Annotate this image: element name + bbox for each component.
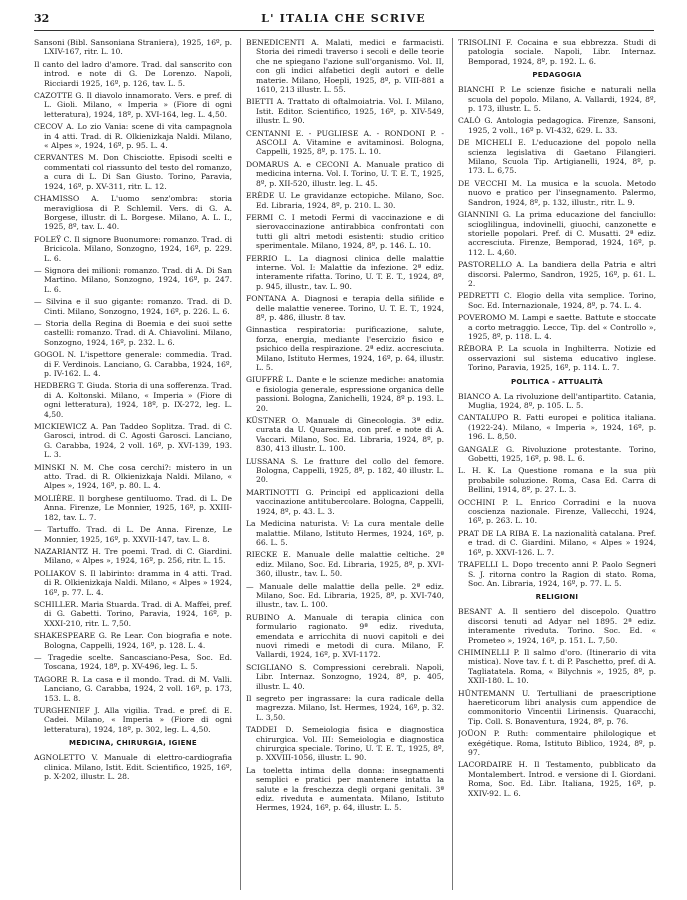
bibliography-entry: OCCHINI P. L. Enrico Corradini e la nuova coscienza nazionale. Firenze, Vallecchi, 1924, 16º, p. 263. L. 10. bbox=[458, 497, 656, 526]
bibliography-entry: BIETTI A. Trattato di oftalmoiatria. Vol. I. Milano, Istit. Editor. Scientifico, 1925, 16º, p. XIV-549, illustr. L. 90. bbox=[246, 97, 444, 126]
bibliography-entry: GIUFFRÈ L. Dante e le scienze mediche: anatomia e fisiologia generale, espressione organica delle passioni. Bologna, Zanichelli, 1924, 8º p. 193. L. 20. bbox=[246, 375, 444, 413]
section-heading: PEDAGOGIA bbox=[532, 71, 582, 80]
bibliography-entry: CALÒ G. Antologia pedagogica. Firenze, Sansoni, 1925, 2 voll., 16º p. VI-432, 629. L. 33. bbox=[458, 116, 656, 135]
bibliography-entry: JOÜON P. Ruth: commentaire philologique et exégétique. Roma, Istituto Biblico, 1924, 8º, p. 97. bbox=[458, 729, 656, 757]
bibliography-entry: CERVANTES M. Don Chisciotte. Episodi scelti e commentati col riassunto del testo del romanzo, a cura di L. Di San Giusto. Torino, Paravia, 1924, 16º, p. XV-311, ritr. L. 12. bbox=[34, 153, 232, 191]
bibliography-entry: FOLEŸ C. Il signore Buonumore: romanzo. Trad. di Bricicola. Milano, Sonzogno, 1924, 16º, p. 229. L. 6. bbox=[34, 234, 232, 263]
bibliography-entry: LACORDAIRE H. Il Testamento, pubblicato da Montalembert. Introd. e versione di I. Giordani. Roma, Soc. Ed. Libr. Italiana, 1925, 16º, p. XXIV-92. L. 6. bbox=[458, 760, 656, 798]
bibliography-entry: MICKIEWICZ A. Pan Taddeo Soplitza. Trad. di C. Garosci, introd. di C. Agosti Garosci. Lanciano, G. Carabba, 1924, 2 voll. 16º, p. XVI-139, 193. L. 3. bbox=[34, 422, 232, 460]
bibliography-entry: HEDBERG T. Giuda. Storia di una sofferenza. Trad. di A. Koltonski. Milano, « Imperia » (Fiore di ogni letteratura), 1924, 18º, p. IX-272, leg. L. 4,50. bbox=[34, 381, 232, 419]
bibliography-entry: — Silvina e il suo gigante: romanzo. Trad. di D. Cinti. Milano, Sonzogno, 1924, 16º, p. 226. L. 6. bbox=[34, 297, 232, 316]
bibliography-entry: CANTALUPO R. Fatti europei e politica italiana. (1922-24). Milano, « Imperia », 1924, 16º, p. 196. L. 8,50. bbox=[458, 413, 656, 442]
bibliography-entry: POLIAKOV S. Il labirinto: dramma in 4 atti. Trad. di R. Olkienizkaja Naldi. Milano, « Alpes » 1924, 16º, p. 77. L. 4. bbox=[34, 568, 232, 597]
bibliography-entry: Il segreto per ingrassare: la cura radicale della magrezza. Milano, Ist. Hermes, 1924, 16º, p. 32. L. 3,50. bbox=[246, 694, 444, 722]
bibliography-entry: DE VECCHI M. La musica e la scuola. Metodo nuovo e pratico per l'insegnamento. Palermo, Sandron, 1924, 8º, p. 132, illustr., ritr. L. 9. bbox=[458, 178, 656, 207]
bibliography-entry: SCIGLIANO S. Compressioni cerebrali. Napoli, Libr. Internaz. Sonzogno, 1924, 8º, p. 405, illustr. L. 40. bbox=[246, 662, 444, 691]
bibliography-entry: SCHILLER. Maria Stuarda. Trad. di A. Maffei, pref. di G. Gabetti. Torino, Paravia, 1924, 16º, p. XXXI-210, ritr. L. 7,50. bbox=[34, 599, 232, 628]
bibliography-entry: TRAFELLI L. Dopo trecento anni P. Paolo Segneri S. J. ritorna contro la Ragion di stato. Roma, Soc. An. Libraria, 1924, 16º, p. 77. L. 5. bbox=[458, 560, 656, 588]
bibliography-entry: CHAMISSO A. L'uomo senz'ombra: storia meravigliosa di P. Schlemil. Vers. di G. A. Borgese, illustr. di L. Borgese. Milano, A. L. I., 1925, 8º, tav. L. 40. bbox=[34, 194, 232, 232]
bibliography-entry: — Tragedie scelte. Sancasciano-Pesa, Soc. Ed. Toscana, 1924, 18º, p. XV-496, leg. L. 5. bbox=[34, 652, 232, 672]
bibliography-entry: TRISOLINI F. Cocaina e sua ebbrezza. Studi di patologia sociale. Napoli, Libr. Internaz. Bemporad, 1924, 8º, p. 192. L. 6. bbox=[458, 38, 656, 66]
bibliography-entry: CHIMINELLI P. Il salmo d'oro. (Itinerario di vita mistica). Nove tav. f. t. di P. Paschetto, pref. di A. Tagliatatela. Roma, « Bilychnis », 1925, 8º, p. XXII-180. L. 10. bbox=[458, 647, 656, 686]
bibliography-entry: Il canto del ladro d'amore. Trad. dal sanscrito con introd. e note di G. De Lorenzo. Napoli, Ricciardi 1925, 16º, p. 126, tav. L. 5. bbox=[34, 59, 232, 88]
bibliography-entry: RÈBORA P. La scuola in Inghilterra. Notizie ed osservazioni sul sistema educativo inglese. Torino, Paravia, 1925, 16º, p. 114. L. 7. bbox=[458, 344, 656, 373]
bibliography-entry: MOLIÈRE. Il borghese gentiluomo. Trad. di L. De Anna. Firenze, Le Monnier, 1925, 16º, p. XXIII-182, tav. L. 7. bbox=[34, 493, 232, 522]
bibliography-entry: Sansoni (Bibl. Sansoniana Straniera), 1925, 16º, p. LXIV-167, ritr. L. 10. bbox=[34, 38, 232, 57]
bibliography-entry: PRAT DE LA RIBA E. La nazionalità catalana. Pref. e trad. di C. Giardini. Milano, « Alpes » 1924, 16º, p. XXVI-126. L. 7. bbox=[458, 528, 656, 557]
bibliography-entry: GANGALE G. Rivoluzione protestante. Torino, Gobetti, 1925, 16º, p. 98. L. 6. bbox=[458, 444, 656, 464]
bibliography-entry: TAGORE R. La casa e il mondo. Trad. di M. Valli. Lanciano, G. Carabba, 1924, 2 voll. 16º, p. 173, 153. L. 8. bbox=[34, 674, 232, 703]
bibliography-entry: ERÈDE U. Le gravidanze ectopiche. Milano, Soc. Ed. Libraria, 1924, 8º, p. 210. L. 30. bbox=[246, 191, 444, 210]
bibliography-entry: POVEROMO M. Lampi e saette. Battute e stoccate a corto metraggio. Lecce, Tip. del « Controllo », 1925, 8º, p. 118. L. 4. bbox=[458, 313, 656, 341]
bibliography-entry: RIECKE E. Manuale delle malattie celtiche. 2ª ediz. Milano, Soc. Ed. Libraria, 1925, 8º, p. XVI-360, illustr., tav. L. 50. bbox=[246, 550, 444, 579]
bibliography-entry: — Manuale delle malattie della pelle. 2ª ediz. Milano, Soc. Ed. Libraria, 1925, 8º, p. XVI-740, illustr., tav. L. 100. bbox=[246, 581, 444, 610]
bibliography-entry: GOGOL N. L'ispettore generale: commedia. Trad. di F. Verdinois. Lanciano, G. Carabba, 1924, 16º, p. IV-162. L. 4. bbox=[34, 350, 232, 378]
bibliography-entry: HÜNTEMANN U. Tertulliani de praescriptione haereticorum libri analysis cum appendice de commonitorio Vincentii Lirinensis. Quaracchi, Tip. Coll. S. Bonaventura, 1924, 8º, p. 76. bbox=[458, 688, 656, 726]
section-heading: MEDICINA, CHIRURGIA, IGIENE bbox=[69, 739, 197, 748]
bibliography-entry: L. H. K. La Questione romana e la sua più probabile soluzione. Roma, Casa Ed. Carra di Bellini, 1914, 8º, p. 27. L. 3. bbox=[458, 466, 656, 495]
bibliography-entry: DE MICHELI E. L'educazione del popolo nella scienza legislativa di Gaetano Filangieri. Milano, Scuola Tip. Artigianelli, 1924, 8º, p. 173. L. 6,75. bbox=[458, 138, 656, 176]
bibliography-entry: GIANNINI G. La prima educazione del fanciullo: scioglilingua, indovinelli, giuochi, canzonette e storielle popolari. Pref. di C. Musatti. 2ª ediz. accresciuta. Firenze, Bemporad, 1924, 16º, p. 112. L. 4,60. bbox=[458, 210, 656, 257]
page-header bbox=[0, 12, 687, 28]
bibliography-entry: CENTANNI E. - PUGLIESE A. - RONDONI P. - ASCOLI A. Vitamine e avitaminosi. Bologna, Cappelli, 1925, 8º, p. 175. L. 10. bbox=[246, 128, 444, 157]
bibliography-entry: BESANT A. Il sentiero del discepolo. Quattro discorsi tenuti ad Adyar nel 1895. 2ª ediz. interamente riveduta. Torino. Soc. Ed. « Prometeo », 1924, 16º, p. 151. L. 7,50. bbox=[458, 607, 656, 645]
page-number: 32 bbox=[34, 12, 50, 25]
bibliography-entry: SHAKESPEARE G. Re Lear. Con biografia e note. Bologna, Cappelli, 1924, 16º, p. 128. L. 4. bbox=[34, 631, 232, 650]
bibliography-entry: NAZARIANTZ H. Tre poemi. Trad. di C. Giardini. Milano, « Alpes », 1924, 16º, p. 256, ritr. L. 15. bbox=[34, 546, 232, 566]
bibliography-entry: — Storia della Regina di Boemia e dei suoi sette castelli: romanzo. Trad. di A. Chiavolini. Milano, Sonzogno, 1924, 16º, p. 232. L. 6. bbox=[34, 318, 232, 347]
header-rule bbox=[34, 30, 654, 31]
column-2 bbox=[246, 38, 444, 890]
column-divider bbox=[240, 38, 241, 890]
bibliography-entry: FERMI C. I metodi Fermi di vaccinazione e di sierovaccinazione antirabbica confrontati con tutti gli altri metodi esistenti: studio critico sperimentale. Milano, 1924, 8º, p. 146. L. 10. bbox=[246, 212, 444, 251]
bibliography-entry: La toeletta intima della donna: insegnamenti semplici e pratici per mantenere intatta la salute e la freschezza degli organi genitali. 3ª ediz. riveduta e aumentata. Milano, Istituto Hermes, 1924, 16º, p. 64, illustr. L. 5. bbox=[246, 765, 444, 813]
bibliography-entry: Ginnastica respiratoria: purificazione, salute, forza, energia, mediante l'esercizio fisico e psichico della respirazione. 2ª ediz. accresciuta. Milano, Istituto Hermes, 1924, 16º, p. 64, illustr. L. 5. bbox=[246, 325, 444, 372]
bibliography-entry: BIANCO A. La rivoluzione dell'antipartito. Catania, Muglia, 1924, 8º, p. 105. L. 5. bbox=[458, 391, 656, 410]
bibliography-entry: — Signora dei milioni: romanzo. Trad. di A. Di San Martino. Milano, Sonzogno, 1924, 16º, p. 247. L. 6. bbox=[34, 265, 232, 294]
bibliography-entry: FONTANA A. Diagnosi e terapia della sifilide e delle malattie veneree. Torino, U. T. E. T., 1924, 8º, p. 486, illustr. 8 tav. bbox=[246, 294, 444, 322]
bibliography-entry: RUBINO A. Manuale di terapia clinica con formulario ragionato. 9ª ediz. riveduta, emendata e arricchita di nuovi capitoli e dei nuovi rimedi e metodi di cura. Milano, F. Vallardi, 1924, 16º, p. XVI-1172. bbox=[246, 612, 444, 660]
bibliography-entry: AGNOLETTO V. Manuale di elettro-cardiografia clinica. Milano, Istit. Edit. Scientifico, 1925, 16º, p. X-202, illustr. L. 28. bbox=[34, 753, 232, 782]
bibliography-entry: — Tartuffo. Trad. di L. De Anna. Firenze, Le Monnier, 1925, 16º, p. XXVII-147, tav. L. 8. bbox=[34, 525, 232, 544]
running-title: L' ITALIA CHE SCRIVE bbox=[261, 12, 426, 25]
bibliography-entry: CAZOTTE G. Il diavolo innamorato. Vers. e pref. di L. Gioli. Milano, « Imperia » (Fiore di ogni letteratura), 1924, 18º, p. XVI-164, leg. L. 4,50. bbox=[34, 91, 232, 119]
column-1 bbox=[34, 38, 232, 890]
column-3 bbox=[458, 38, 656, 890]
bibliography-entry: PEDRETTI C. Elogio della vita semplice. Torino, Soc. Ed. Internazionale, 1924, 8º, p. 74. L. 4. bbox=[458, 291, 656, 310]
bibliography-entry: LUSSANA S. Le fratture del collo del femore. Bologna, Cappelli, 1925, 8º, p. 182, 40 illustr. L. 20. bbox=[246, 456, 444, 485]
bibliography-entry: MINSKI N. M. Che cosa cerchi?: mistero in un atto. Trad. di R. Olkienizkaja Naldi. Milano, « Alpes », 1924, 16º, p. 80. L. 4. bbox=[34, 462, 232, 491]
section-heading: RELIGIONI bbox=[535, 593, 579, 602]
section-heading: POLITICA - ATTUALITÀ bbox=[510, 377, 604, 386]
column-divider bbox=[452, 38, 453, 890]
bibliography-entry: TURGHENIEF J. Alla vigilia. Trad. e pref. di E. Cadei. Milano, « Imperia » (Fiore di ogni letteratura), 1924, 18º, p. 302, leg. L. 4,50. bbox=[34, 706, 232, 734]
bibliography-entry: BIANCHI P. Le scienze fisiche e naturali nella scuola del popolo. Milano, A. Vallardi, 1924, 8º, p. 173, illustr. L. 5. bbox=[458, 85, 656, 114]
bibliography-entry: DOMARUS A. e CECONI A. Manuale pratico di medicina interna. Vol. I. Torino, U. T. E. T., 1925, 8º, p. XII-520, illustr. leg. L. 45. bbox=[246, 159, 444, 188]
bibliography-entry: TADDEI D. Semeiologia fisica e diagnostica chirurgica. Vol. III: Semeiologia e diagnostica chirurgica speciale. Torino, U. T. E. T., 1925, 8º, p. XXVIII-1056, illustr. L. 90. bbox=[246, 725, 444, 763]
bibliography-entry: CECOV A. Lo zio Vania: scene di vita campagnola in 4 atti. Trad. di R. Olkienizkaja Naldi. Milano, « Alpes », 1924, 16º, p. 95. L. 4. bbox=[34, 122, 232, 151]
bibliography-entry: PASTORELLO A. La bandiera della Patria e altri discorsi. Palermo, Sandron, 1925, 16º, p. 61. L. 2. bbox=[458, 260, 656, 288]
bibliography-entry: KÜSTNER O. Manuale di Ginecologia. 3ª ediz. curata da U. Quaresima, con pref. e note di A. Vaccari. Milano, Soc. Ed. Libraria, 1924, 8º, p. 830, 413 illustr. L. 100. bbox=[246, 416, 444, 454]
bibliography-entry: La Medicina naturista. V: La cura mentale delle malattie. Milano, Istituto Hermes, 1924, 16º, p. 66. L. 5. bbox=[246, 519, 444, 547]
bibliography-entry: FERRIO L. La diagnosi clinica delle malattie interne. Vol. I: Malattie da infezione. 2ª ediz. interamente rifatta. Torino, U. T. E. T., 1924, 8º, p. 945, illustr., tav. L. 90. bbox=[246, 253, 444, 291]
bibliography-entry: BENEDICENTI A. Malati, medici e farmacisti. Storia dei rimedi traverso i secoli e delle teorie che ne spiegano l'azione sull'organismo. Vol. II, con gli indici alfabetici degli autori e delle materie. Milano, Hoepli, 1925, 8º, p. VIII-881 a 1610, 213 illustr. L. 55. bbox=[246, 38, 444, 95]
bibliography-entry: MARTINOTTI G. Principî ed applicazioni della vaccinazione antitubercolare. Bologna, Cappelli, 1924, 8º, p. 43. L. 3. bbox=[246, 487, 444, 516]
